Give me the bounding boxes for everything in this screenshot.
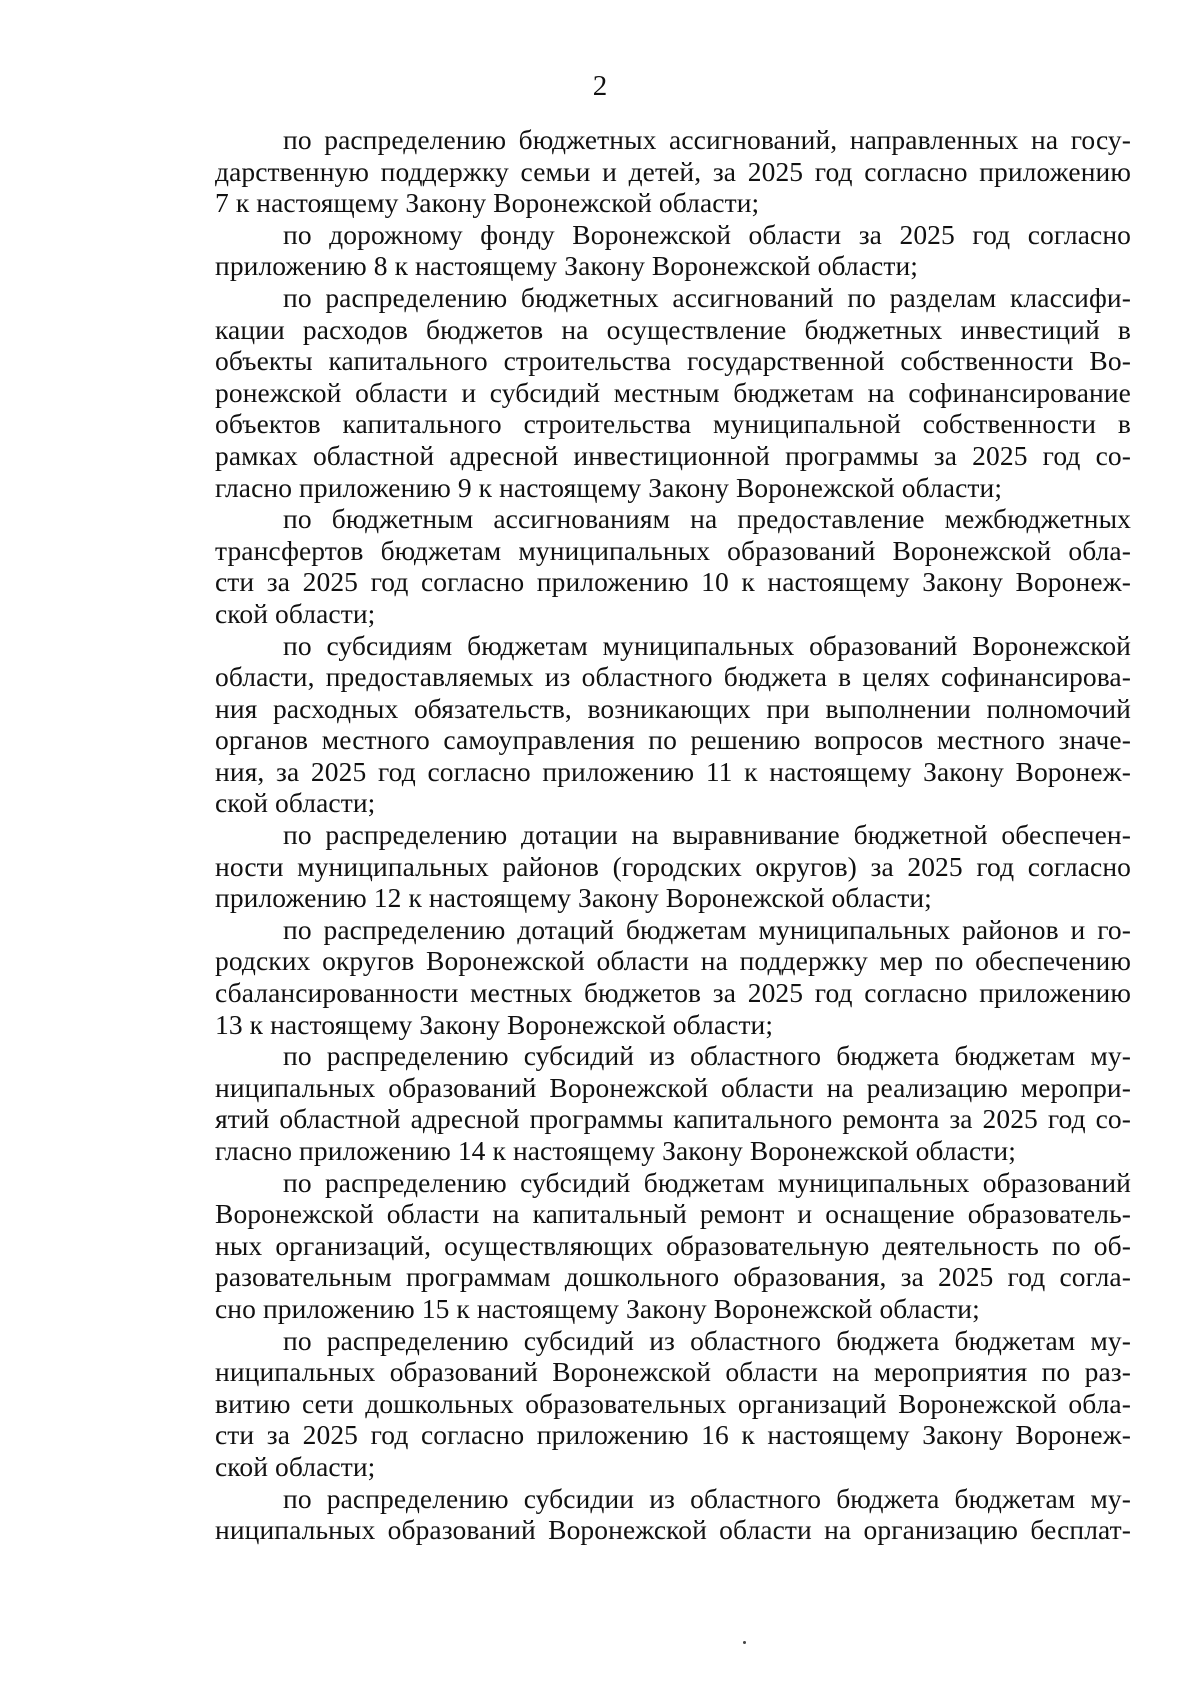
text-line: ных организаций, осуществляющих образовательную деятельность по об- (215, 1229, 1131, 1261)
text-line: разовательным программам дошкольного образования, за 2025 год согла- (215, 1261, 1131, 1293)
text-line: ния, за 2025 год согласно приложению 11 к настоящему Закону Воронеж- (215, 755, 1131, 787)
text-line: родских округов Воронежской области на поддержку мер по обеспечению (215, 945, 1131, 977)
scan-speck (743, 1641, 746, 1644)
text-line: ниципальных образований Воронежской области на организацию бесплат- (215, 1514, 1131, 1546)
text-line: ниципальных образований Воронежской области на реализацию меропри- (215, 1071, 1131, 1103)
page-number: 2 (592, 70, 608, 102)
paragraph-first-line: по распределению дотаций бюджетам муниципальных районов и го- (283, 913, 1131, 945)
text-line: ниципальных образований Воронежской области на мероприятия по раз- (215, 1356, 1131, 1388)
text-line: дарственную поддержку семьи и детей, за 2025 год согласно приложению (215, 155, 1131, 187)
paragraph-first-line: по субсидиям бюджетам муниципальных образований Воронежской (283, 629, 1131, 661)
text-line: ятий областной адресной программы капитального ремонта за 2025 год со- (215, 1103, 1131, 1135)
text-line: рамках областной адресной инвестиционной программы за 2025 год со- (215, 439, 1131, 471)
text-line: ности муниципальных районов (городских округов) за 2025 год согласно (215, 850, 1131, 882)
paragraph-first-line: по бюджетным ассигнованиям на предоставление межбюджетных (283, 503, 1131, 535)
text-line: витию сети дошкольных образовательных организаций Воронежской обла- (215, 1387, 1131, 1419)
paragraph-first-line: по распределению бюджетных ассигнований, направленных на госу- (283, 124, 1131, 155)
text-line: сбалансированности местных бюджетов за 2025 год согласно приложению (215, 977, 1131, 1009)
text-line: гласно приложению 14 к настоящему Закону Воронежской области; (215, 1135, 1016, 1166)
document-body (215, 124, 1131, 1546)
text-line: ской области; (215, 597, 376, 629)
text-line: приложению 8 к настоящему Закону Воронежской области; (215, 250, 919, 282)
text-line: сти за 2025 год согласно приложению 16 к настоящему Закону Воронеж- (215, 1419, 1131, 1451)
text-line: органов местного самоуправления по решению вопросов местного значе- (215, 724, 1131, 756)
text-line: ронежской области и субсидий местным бюджетам на софинансирование (215, 376, 1131, 408)
paragraph-first-line: по распределению субсидии из областного бюджета бюджетам му- (283, 1482, 1131, 1514)
text-line: гласно приложению 9 к настоящему Закону Воронежской области; (215, 471, 1003, 503)
text-line: 13 к настоящему Закону Воронежской области; (215, 1008, 774, 1040)
text-line: Воронежской области на капитальный ремонт и оснащение образователь- (215, 1198, 1131, 1230)
text-line: объекты капитального строительства государственной собственности Во- (215, 345, 1131, 377)
paragraph-first-line: по дорожному фонду Воронежской области за 2025 год согласно (283, 218, 1131, 250)
text-line: ния расходных обязательств, возникающих при выполнении полномочий (215, 692, 1131, 724)
text-line: сно приложению 15 к настоящему Закону Воронежской области; (215, 1292, 980, 1324)
paragraph-first-line: по распределению субсидий бюджетам муниципальных образований (283, 1166, 1131, 1198)
paragraph-first-line: по распределению бюджетных ассигнований по разделам классифи- (283, 281, 1131, 313)
text-line: сти за 2025 год согласно приложению 10 к настоящему Закону Воронеж- (215, 566, 1131, 598)
paragraph-first-line: по распределению дотации на выравнивание бюджетной обеспечен- (283, 819, 1131, 851)
text-line: ской области; (215, 787, 376, 819)
paragraph-first-line: по распределению субсидий из областного бюджета бюджетам му- (283, 1040, 1131, 1072)
text-line: ской области; (215, 1450, 376, 1482)
paragraph-first-line: по распределению субсидий из областного бюджета бюджетам му- (283, 1324, 1131, 1356)
text-line: трансфертов бюджетам муниципальных образований Воронежской обла- (215, 534, 1131, 566)
text-line: 7 к настоящему Закону Воронежской области; (215, 187, 760, 219)
text-line: кации расходов бюджетов на осуществление бюджетных инвестиций в (215, 313, 1131, 345)
text-line: объектов капитального строительства муниципальной собственности в (215, 408, 1131, 440)
text-line: приложению 12 к настоящему Закону Воронежской области; (215, 882, 932, 914)
text-line: области, предоставляемых из областного бюджета в целях софинансирова- (215, 661, 1131, 693)
